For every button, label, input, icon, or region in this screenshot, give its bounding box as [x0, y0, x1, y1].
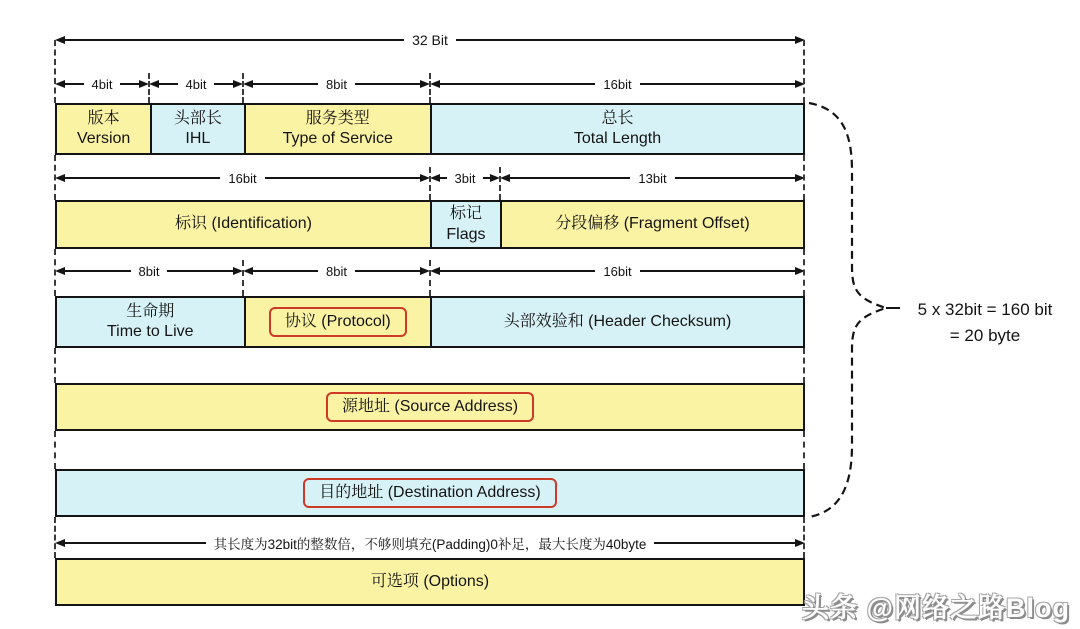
measure-total-length-16bit: 16bit [430, 77, 805, 91]
field-flags: 标记 Flags [430, 202, 500, 247]
field-total-length: 总长 Total Length [430, 105, 803, 153]
measure-version-4bit: 4bit [55, 77, 149, 91]
measure-ihl-4bit: 4bit [149, 77, 243, 91]
measure-identification-16bit: 16bit [55, 171, 430, 185]
source-address-highlight-box: 源地址 (Source Address) [326, 392, 534, 422]
dashed-guide [54, 249, 56, 296]
field-destination-address [57, 471, 803, 515]
measure-protocol-8bit: 8bit [243, 264, 430, 278]
header-size-note: 5 x 32bit = 160 bit = 20 byte [917, 300, 1053, 345]
field-header-checksum: 头部效验和 (Header Checksum) [430, 298, 803, 346]
header-row-3 [55, 296, 805, 348]
measure-options-padding [55, 536, 805, 550]
measure-32bit-label: 32 Bit [412, 32, 448, 48]
dashed-guide [242, 73, 244, 103]
dashed-guide [54, 40, 56, 103]
field-time-to-live: 生命期 Time to Live [57, 298, 244, 346]
dashed-guide [429, 73, 431, 103]
header-row-6 [55, 558, 805, 606]
measure-tos-8bit: 8bit [243, 77, 430, 91]
dashed-guide [803, 348, 805, 383]
header-row-4 [55, 383, 805, 431]
field-ihl: 头部长 IHL [150, 105, 243, 153]
dashed-guide [54, 431, 56, 469]
field-identification: 标识 (Identification) [57, 202, 430, 247]
brace-20byte [806, 101, 890, 519]
dashed-guide [803, 517, 805, 558]
dashed-guide [803, 249, 805, 296]
dashed-guide [54, 517, 56, 558]
dashed-guide [803, 431, 805, 469]
field-version: 版本 Version [57, 105, 150, 153]
watermark: 头条 @网络之路Blog [802, 593, 1070, 623]
dashed-guide [499, 167, 501, 200]
destination-address-highlight-box: 目的地址 (Destination Address) [303, 478, 556, 508]
header-row-5 [55, 469, 805, 517]
dashed-guide [54, 348, 56, 383]
protocol-highlight-box: 协议 (Protocol) [269, 307, 407, 337]
dashed-guide [803, 40, 805, 103]
dashed-guide [242, 260, 244, 296]
field-protocol [244, 298, 431, 346]
dashed-guide [803, 155, 805, 200]
header-row-1 [55, 103, 805, 155]
measure-ttl-8bit: 8bit [55, 264, 243, 278]
measure-32bit [55, 33, 805, 47]
dashed-guide [429, 167, 431, 200]
measure-checksum-16bit: 16bit [430, 264, 805, 278]
field-source-address [57, 385, 803, 429]
padding-note-label: 其长度为32bit的整数倍，不够则填充(Padding)0补足，最大长度为40byte [213, 537, 647, 552]
header-row-2 [55, 200, 805, 249]
field-options: 可选项 (Options) [57, 560, 803, 604]
measure-fragment-offset-13bit: 13bit [500, 171, 805, 185]
measure-flags-3bit: 3bit [430, 171, 500, 185]
dashed-guide [54, 155, 56, 200]
dashed-guide [429, 260, 431, 296]
field-type-of-service: 服务类型 Type of Service [244, 105, 431, 153]
field-fragment-offset: 分段偏移 (Fragment Offset) [500, 202, 803, 247]
dashed-guide [148, 73, 150, 103]
arrowhead-left-icon [55, 36, 65, 44]
